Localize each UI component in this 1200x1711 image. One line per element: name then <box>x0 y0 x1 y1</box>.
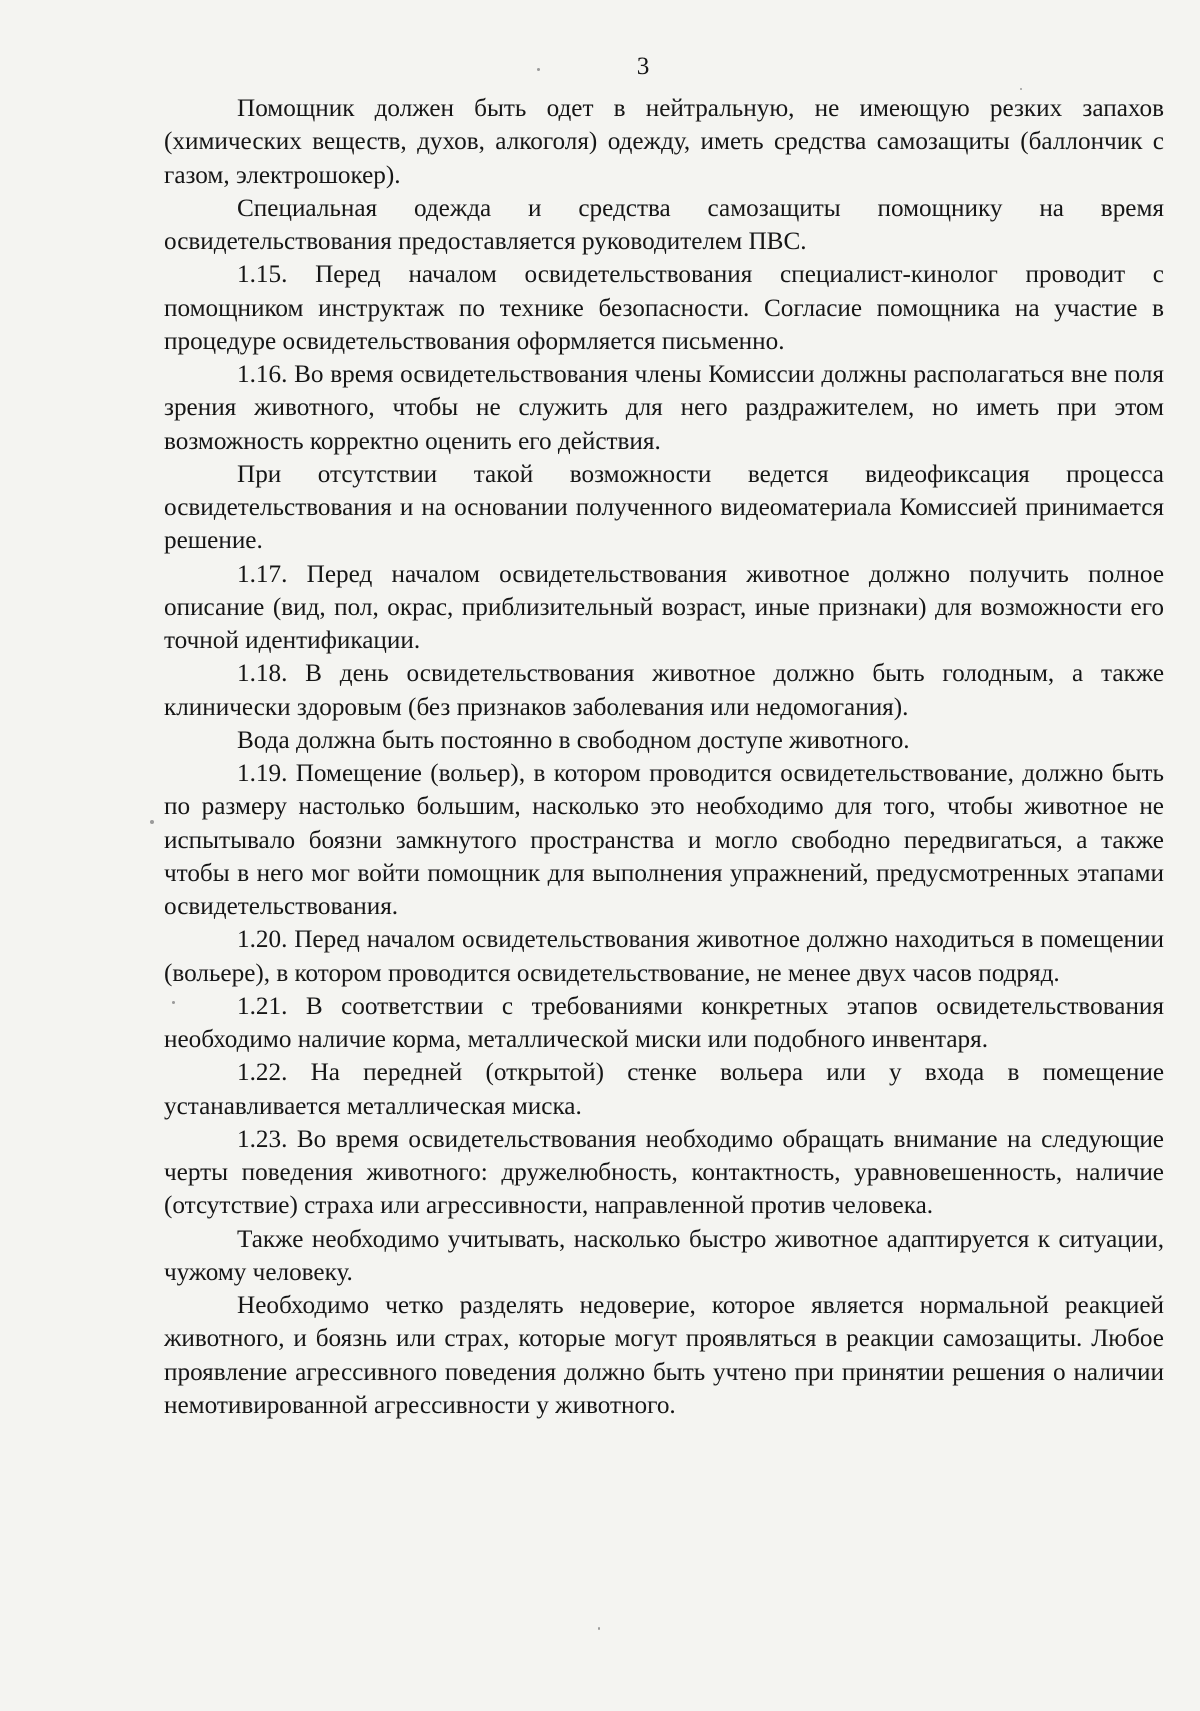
paragraph-special-clothing: Специальная одежда и средства самозащиты помощнику на время освидетельствования предоставляется руководителем ПВС. <box>164 194 1164 255</box>
paragraph-1-23: 1.23. Во время освидетельствования необходимо обращать внимание на следующие черты поведения животного: дружелюбность, контактность, уравновешенность, наличие (отсутствие) страха или агрессивности, направленной против человека. <box>164 1125 1164 1220</box>
paragraph-1-19: 1.19. Помещение (вольер), в котором проводится освидетельствование, должно быть по размеру настолько большим, насколько это необходимо для того, чтобы животное не испытывало боязни замкнутого пространства и могло свободно передвигаться, а также чтобы в него мог войти помощник для выполнения упражнений, предусмотренных этапами освидетельствования. <box>164 760 1164 920</box>
paragraph-helper-clothing: Помощник должен быть одет в нейтральную, не имеющую резких запахов (химических веществ, духов, алкоголя) одежду, иметь средства самозащиты (баллончик с газом, электрошокер). <box>164 95 1164 189</box>
scan-speck <box>537 68 540 71</box>
paragraph-1-15: 1.15. Перед началом освидетельствования специалист-кинолог проводит с помощником инструктаж по технике безопасности. Согласие помощника на участие в процедуре освидетельствования оформляется письменно. <box>164 261 1164 355</box>
paragraph-1-20: 1.20. Перед началом освидетельствования животное должно находиться в помещении (вольере), в котором проводится освидетельствование, не менее двух часов подряд. <box>164 926 1164 987</box>
page-number: 3 <box>636 53 650 80</box>
paragraph-1-16: 1.16. Во время освидетельствования члены Комиссии должны располагаться вне поля зрения животного, чтобы не служить для него раздражителем, но иметь при этом возможность корректно оценить его действия. <box>164 361 1164 455</box>
paragraph-1-18: 1.18. В день освидетельствования животное должно быть голодным, а также клинически здоровым (без признаков заболевания или недомогания). <box>164 660 1164 721</box>
paragraph-distrust-vs-fear: Необходимо четко разделять недоверие, которое является нормальной реакцией животного, и боязнь или страх, которые могут проявляться в реакции самозащиты. Любое проявление агрессивного поведения должно быть учтено при принятии решения о наличии немотивированной агрессивности у животного. <box>164 1292 1164 1419</box>
scan-speck <box>150 820 154 824</box>
scan-speck <box>598 1627 600 1630</box>
paragraph-1-21: 1.21. В соответствии с требованиями конкретных этапов освидетельствования необходимо наличие корма, металлической миски или подобного инвентаря. <box>164 992 1164 1053</box>
paragraph-adaptation: Также необходимо учитывать, насколько быстро животное адаптируется к ситуации, чужому человеку. <box>164 1225 1164 1286</box>
scan-speck <box>1020 88 1022 90</box>
paragraph-1-22: 1.22. На передней (открытой) стенке вольера или у входа в помещение устанавливается металлическая миска. <box>164 1059 1164 1120</box>
paragraph-video-recording: При отсутствии такой возможности ведется видеофиксация процесса освидетельствования и на основании полученного видеоматериала Комиссией принимается решение. <box>164 460 1164 555</box>
paragraph-water-access: Вода должна быть постоянно в свободном доступе животного. <box>237 726 910 754</box>
paragraph-1-17: 1.17. Перед началом освидетельствования животное должно получить полное описание (вид, пол, окрас, приблизительный возраст, иные признаки) для возможности его точной идентификации. <box>164 560 1164 654</box>
scan-speck <box>172 1001 175 1004</box>
